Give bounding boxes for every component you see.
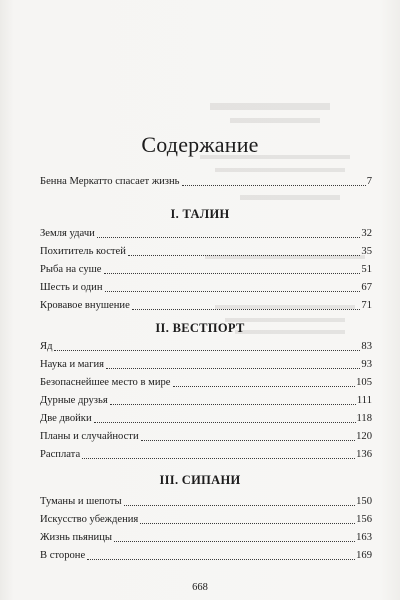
toc-entry-page: 156 [356, 514, 372, 525]
toc-entry [40, 494, 372, 508]
toc-entry-label: Яд [40, 341, 53, 352]
toc-entry-page: 150 [356, 496, 372, 507]
toc-entry-intro [40, 174, 372, 188]
toc-entry-label: Кровавое внушение [40, 300, 130, 311]
dot-leader [104, 273, 361, 274]
toc-entry-label: Похититель костей [40, 246, 126, 257]
toc-entry-page: 169 [356, 550, 372, 561]
page-number: 668 [192, 582, 208, 593]
toc-entry-page: 32 [361, 228, 372, 239]
toc-entry-label: Туманы и шепоты [40, 496, 122, 507]
dot-leader [141, 440, 356, 441]
toc-entry-page: 35 [361, 246, 372, 257]
toc-entry-page: 93 [361, 359, 372, 370]
toc-entry-label: Шесть и один [40, 282, 103, 293]
dot-leader [110, 404, 356, 405]
toc-entry-page: 67 [361, 282, 372, 293]
toc-entry-label: Рыба на суше [40, 264, 102, 275]
toc-entry-label: Жизнь пьяницы [40, 532, 112, 543]
toc-entry-label: Дурные друзья [40, 395, 108, 406]
section-heading-sipani: III. СИПАНИ [159, 473, 241, 487]
toc-entry-page: 163 [356, 532, 372, 543]
toc-entry-label: Две двойки [40, 413, 92, 424]
toc-entry [40, 411, 372, 425]
dot-leader [106, 368, 360, 369]
toc-entry [40, 512, 372, 526]
toc-entry-label: Планы и случайности [40, 431, 139, 442]
toc-title: Содержание [141, 132, 259, 157]
dot-leader [105, 291, 361, 292]
dot-leader [140, 523, 355, 524]
toc-entry [40, 339, 372, 353]
dot-leader [124, 505, 355, 506]
toc-entry-label: Расплата [40, 449, 81, 460]
dot-leader [87, 559, 355, 560]
toc-entry-page: 71 [361, 300, 372, 311]
dot-leader [54, 350, 360, 351]
toc-entry-page: 120 [356, 431, 372, 442]
toc-entry-label: Искусство убеждения [40, 514, 139, 525]
dot-leader [132, 309, 361, 310]
toc-entry [40, 226, 372, 240]
toc-entry-label: Наука и магия [40, 359, 104, 370]
toc-entry-page: 105 [356, 377, 372, 388]
toc-entry [40, 298, 372, 312]
toc-entry-page: 111 [356, 395, 372, 406]
dot-leader [82, 458, 355, 459]
toc-entry-label: Бенна Меркатто спасает жизнь [40, 176, 180, 187]
toc-entry [40, 262, 372, 276]
toc-entry [40, 393, 372, 407]
dot-leader [128, 255, 360, 256]
toc-entry-label: Земля удачи [40, 228, 95, 239]
toc-entry [40, 429, 372, 443]
dot-leader [173, 386, 356, 387]
toc-entry [40, 244, 372, 258]
toc-entry [40, 530, 372, 544]
toc-entry-page: 51 [361, 264, 372, 275]
toc-entry [40, 280, 372, 294]
dot-leader [97, 237, 361, 238]
toc-entry-label: В стороне [40, 550, 86, 561]
toc-entry [40, 357, 372, 371]
toc-entry-page: 136 [356, 449, 372, 460]
dot-leader [182, 185, 366, 186]
section-heading-talin: I. ТАЛИН [170, 207, 230, 221]
dot-leader [114, 541, 355, 542]
toc-entry-page: 83 [361, 341, 372, 352]
toc-entry [40, 548, 372, 562]
toc-entry-label: Безопаснейшее место в мире [40, 377, 171, 388]
toc-entry-page: 118 [356, 413, 372, 424]
toc-entry-page: 7 [366, 176, 372, 187]
dot-leader [94, 422, 356, 423]
section-heading-westport: II. ВЕСТПОРТ [155, 321, 245, 335]
toc-entry [40, 375, 372, 389]
toc-entry [40, 447, 372, 461]
